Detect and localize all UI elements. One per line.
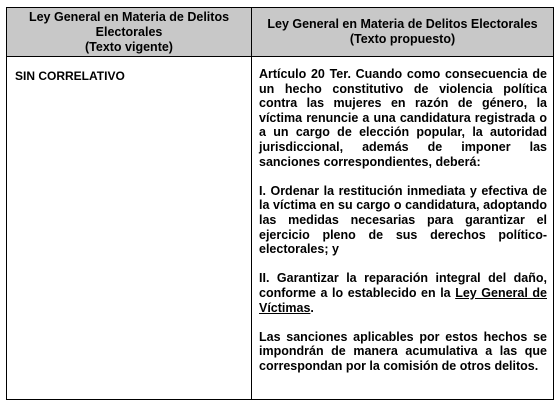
sanctions-paragraph: Las sanciones aplicables por estos hechos se impondrán de manera acumulativa a las que correspondan por la comisión de otros delitos. <box>259 329 547 373</box>
header-proposed-text <box>252 8 554 57</box>
header-right-line1: Ley General en Materia de Delitos Electorales <box>267 17 538 31</box>
header-left-line1: Ley General en Materia de Delitos <box>28 9 230 24</box>
header-left-line3: (Texto vigente) <box>85 39 173 54</box>
table-header-row <box>7 8 554 57</box>
fraction-i-paragraph: I. Ordenar la restitución inmediata y efectiva de la víctima en su cargo o candidatura, adoptando las medidas necesarias para garantizar el ejercicio pleno de sus derechos político-electorales; y <box>259 183 547 257</box>
fraction-ii-end: . <box>310 300 314 315</box>
no-correlative-label: SIN CORRELATIVO <box>15 69 125 83</box>
fraction-ii-paragraph <box>259 271 547 315</box>
article-paragraph: Artículo 20 Ter. Cuando como consecuencia de un hecho constitutivo de violencia política contra las mujeres en razón de género, la víctima renuncie a una candidatura registrada o a un cargo de elección popular, la autoridad jurisdiccional, además de imponer las sanciones correspondientes, deberá: <box>259 67 547 169</box>
header-current-text <box>7 8 252 57</box>
victims-law-link[interactable]: Ley General de Víctimas <box>259 285 547 315</box>
header-left-line2: Electorales <box>95 24 163 39</box>
current-text-cell <box>7 57 252 400</box>
proposed-text-cell <box>252 57 554 400</box>
fraction-ii-text: II. Garantizar la reparación integral del daño, conforme a lo establecido en la <box>259 271 547 300</box>
header-right-line2: (Texto propuesto) <box>349 32 456 46</box>
comparison-table <box>6 7 554 400</box>
table-body-row <box>7 57 554 400</box>
